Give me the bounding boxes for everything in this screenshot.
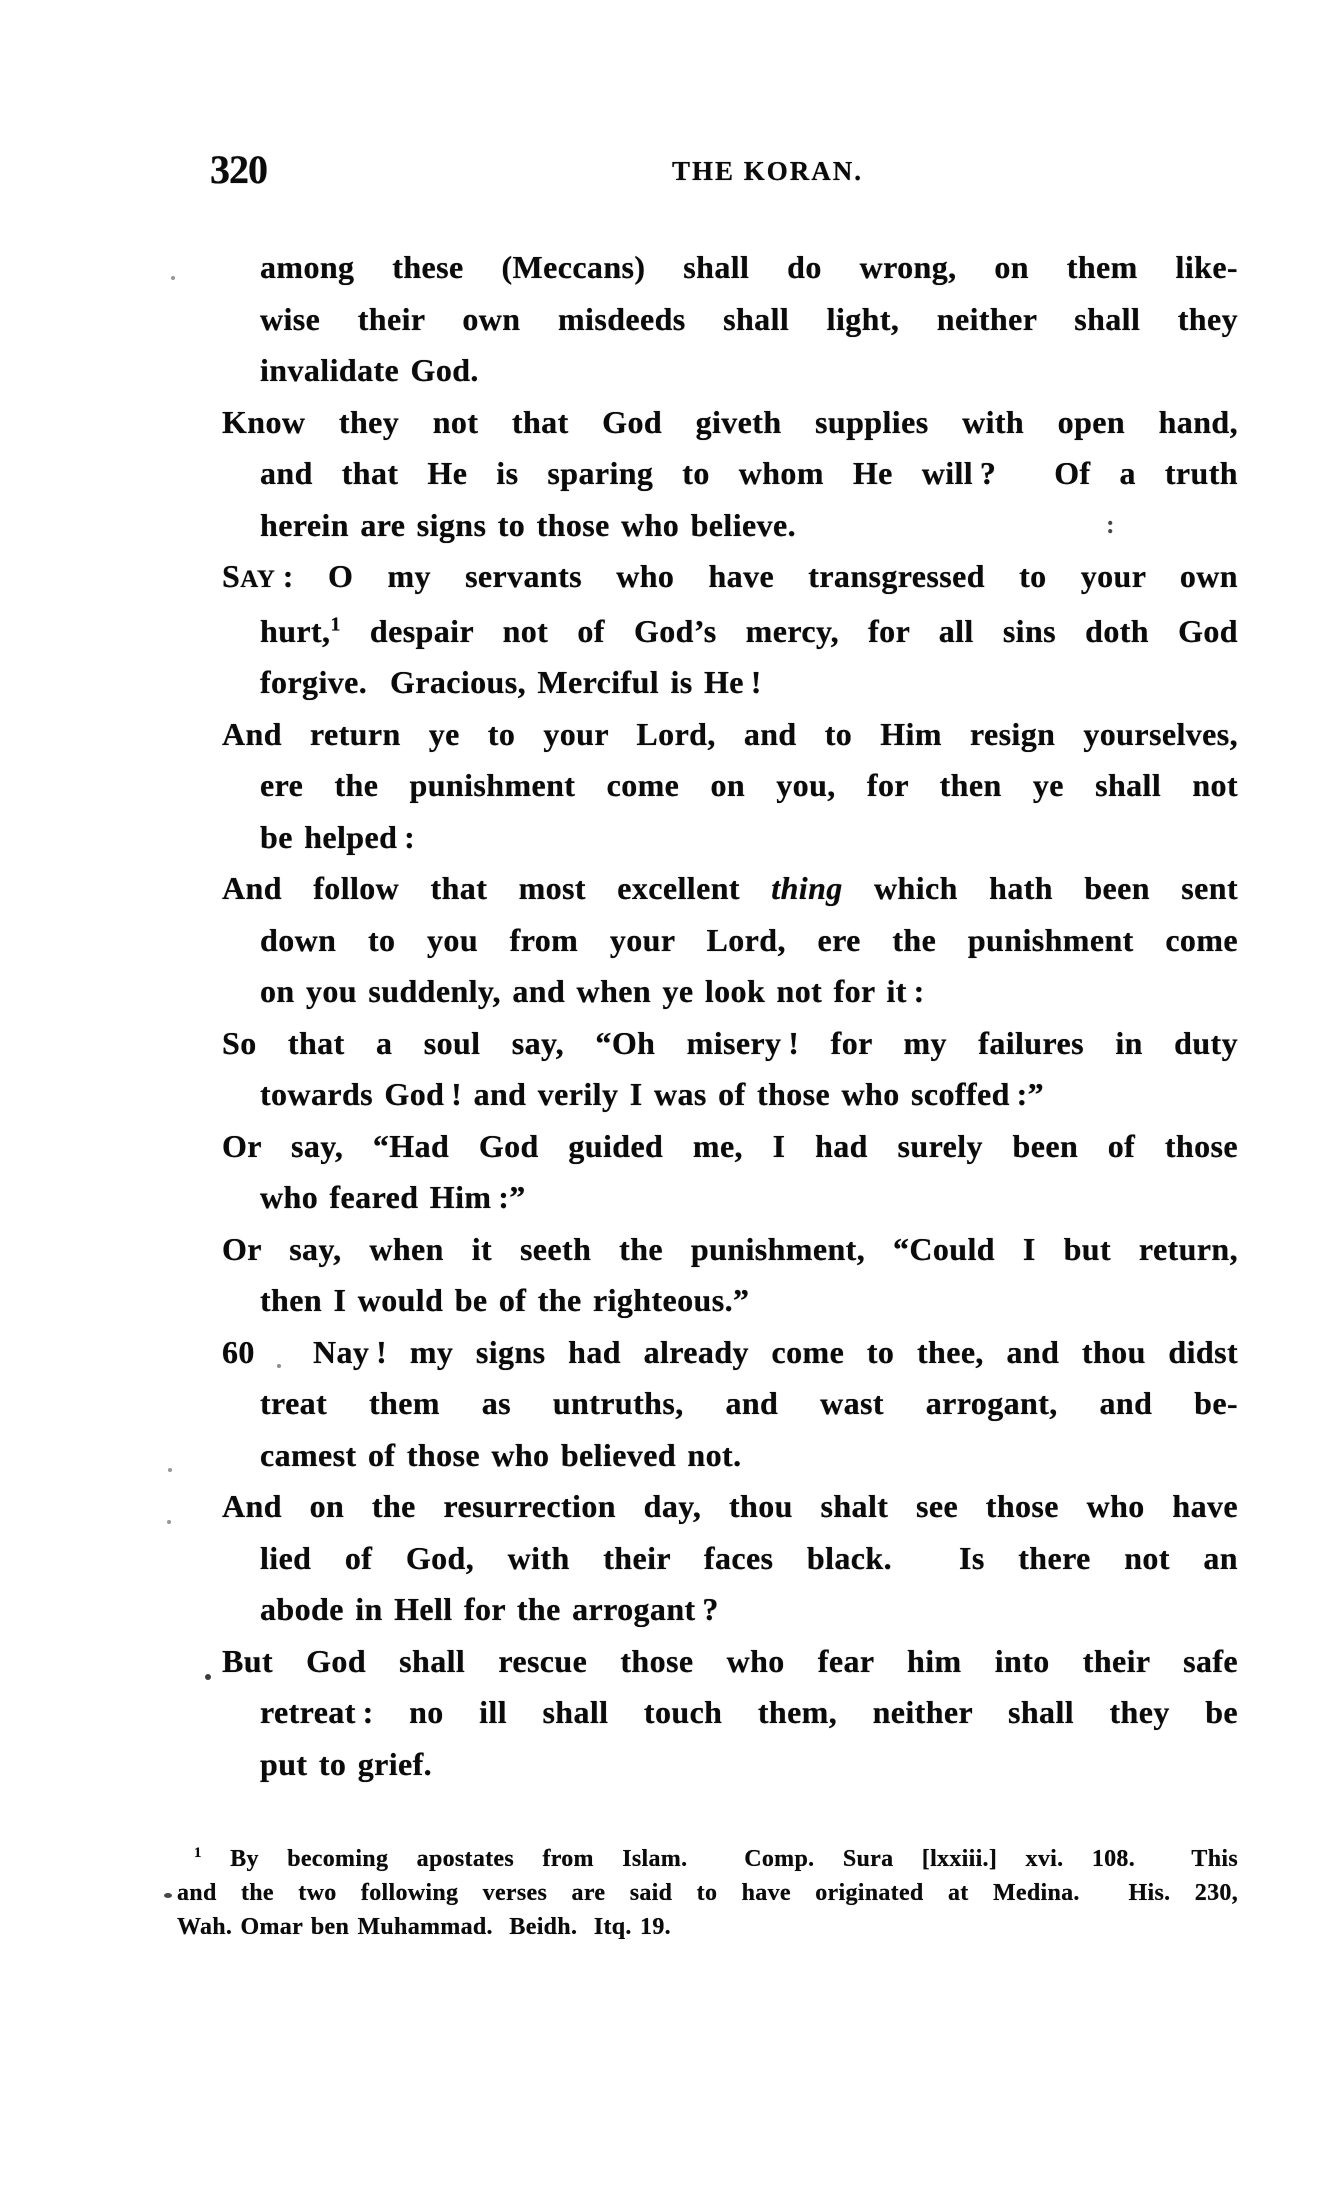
text-segment: herein are signs to those who believe. bbox=[260, 506, 796, 543]
text-line bbox=[222, 1018, 1238, 1070]
text-line bbox=[222, 1224, 1238, 1276]
text-segment: forgive. Gracious, Merciful is He ! bbox=[260, 664, 762, 700]
text-segment: And return ye to your Lord, and to Him resign yourselves, bbox=[222, 715, 1238, 752]
text-line bbox=[222, 1739, 1238, 1791]
text-segment: thing bbox=[771, 870, 843, 906]
text-segment: camest of those who believed not. bbox=[260, 1436, 742, 1473]
text-segment: And on the resurrection day, thou shalt see those who have bbox=[222, 1488, 1238, 1524]
text-line bbox=[222, 294, 1238, 346]
text-segment: Nay ! my signs had already come to thee, and thou didst bbox=[313, 1333, 1238, 1370]
text-segment: S bbox=[222, 558, 241, 594]
text-segment: Or say, when it seeth the punishment, “Could I but return, bbox=[222, 1230, 1238, 1267]
text-line bbox=[222, 1121, 1238, 1173]
text-line bbox=[222, 966, 1238, 1018]
text-segment: hurt, bbox=[260, 612, 331, 649]
text-line bbox=[222, 1636, 1238, 1688]
scan-artifact bbox=[167, 1520, 171, 1524]
text-line bbox=[222, 709, 1238, 761]
text-segment: and that He is sparing to whom He will ? Of a truth bbox=[260, 455, 1238, 491]
scan-artifact bbox=[164, 1893, 172, 1898]
text-line bbox=[222, 345, 1238, 397]
text-line bbox=[222, 812, 1238, 864]
text-line bbox=[222, 1378, 1238, 1430]
text-segment: abode in Hell for the arrogant ? bbox=[260, 1591, 719, 1627]
text-segment: on you suddenly, and when ye look not for it : bbox=[260, 973, 925, 1009]
text-line bbox=[177, 1876, 1238, 1910]
verse-number: 60 bbox=[222, 1333, 255, 1370]
text-line bbox=[222, 1069, 1238, 1121]
text-line bbox=[222, 863, 1238, 915]
text-segment: which hath been sent bbox=[842, 870, 1238, 906]
text-segment: put to grief. bbox=[260, 1745, 433, 1782]
text-line bbox=[222, 1327, 1238, 1379]
scan-artifact bbox=[171, 276, 175, 280]
scan-artifact bbox=[277, 1364, 281, 1368]
text-line bbox=[222, 760, 1238, 812]
text-line bbox=[222, 1533, 1238, 1585]
text-line bbox=[222, 551, 1238, 606]
body-text bbox=[222, 242, 1238, 1790]
scan-artifact bbox=[205, 1674, 211, 1680]
text-segment: Know they not that God giveth supplies with open hand, bbox=[222, 403, 1238, 440]
text-line bbox=[222, 606, 1238, 658]
page-number: 320 bbox=[210, 147, 267, 192]
text-line bbox=[222, 448, 1238, 500]
text-segment: invalidate God. bbox=[260, 352, 479, 388]
text-segment: then I would be of the righteous.” bbox=[260, 1282, 750, 1318]
text-segment: And follow that most excellent bbox=[222, 870, 772, 906]
text-segment: down to you from your Lord, ere the punishment come bbox=[260, 921, 1238, 958]
text-line bbox=[222, 1481, 1238, 1533]
text-segment: treat them as untruths, and wast arrogant, and be- bbox=[260, 1385, 1238, 1421]
text-segment: retreat : no ill shall touch them, neither shall they be bbox=[260, 1694, 1238, 1730]
text-segment: But God shall rescue those who fear him into their safe bbox=[222, 1642, 1238, 1679]
scan-artifact: : bbox=[1106, 510, 1115, 539]
text-segment: AY bbox=[240, 566, 276, 593]
text-line bbox=[222, 1275, 1238, 1327]
text-line bbox=[222, 1430, 1238, 1482]
text-line bbox=[222, 242, 1238, 294]
text-line bbox=[222, 1172, 1238, 1224]
text-line bbox=[222, 657, 1238, 709]
text-segment: By becoming apostates from Islam. Comp. Sura [lxxiii.] xvi. 108. This bbox=[201, 1846, 1238, 1872]
text-line bbox=[222, 1584, 1238, 1636]
text-segment: be helped : bbox=[260, 818, 416, 855]
text-line bbox=[222, 500, 1238, 552]
running-title: THE KORAN. bbox=[672, 156, 864, 186]
text-segment: among these (Meccans) shall do wrong, on them like- bbox=[260, 249, 1238, 285]
text-line bbox=[177, 1842, 1238, 1876]
text-segment: ere the punishment come on you, for then ye shall not bbox=[260, 767, 1238, 803]
footnote bbox=[177, 1842, 1238, 1944]
text-line bbox=[222, 915, 1238, 967]
text-line bbox=[222, 1687, 1238, 1739]
text-segment: wise their own misdeeds shall light, neither shall they bbox=[260, 300, 1238, 337]
text-segment: lied of God, with their faces black. Is there not an bbox=[260, 1539, 1238, 1576]
text-segment: So that a soul say, “Oh misery ! for my failures in duty bbox=[222, 1024, 1238, 1061]
text-segment: Or say, “Had God guided me, I had surely been of those bbox=[222, 1127, 1238, 1164]
scan-artifact bbox=[168, 1468, 172, 1472]
running-header bbox=[0, 147, 1328, 196]
text-segment: towards God ! and verily I was of those who scoffed :” bbox=[260, 1076, 1045, 1112]
text-line bbox=[177, 1910, 1238, 1944]
text-segment: who feared Him :” bbox=[260, 1179, 526, 1215]
footnote-marker: 1 bbox=[194, 1845, 202, 1861]
text-segment: and the two following verses are said to have originated at Medina. His. 230, bbox=[177, 1880, 1238, 1906]
text-segment: despair not of God’s mercy, for all sins doth God bbox=[340, 612, 1238, 649]
text-segment: Wah. Omar ben Muhammad. Beidh. Itq. 19. bbox=[177, 1914, 671, 1940]
text-segment: : O my servants who have transgressed to your own bbox=[275, 558, 1238, 594]
text-line bbox=[222, 397, 1238, 449]
footnote-marker: 1 bbox=[330, 612, 341, 635]
